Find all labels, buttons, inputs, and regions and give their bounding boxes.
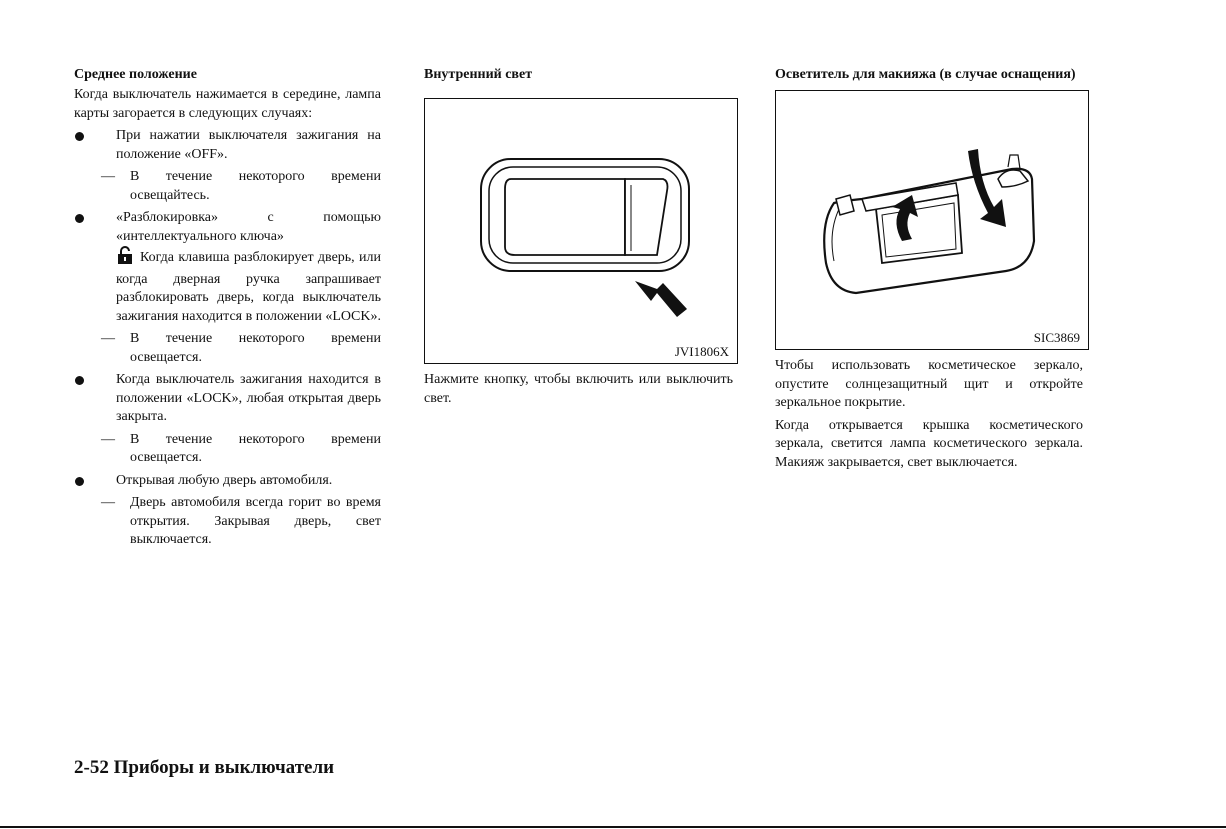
- section-heading-middle-position: Среднее положение: [74, 67, 197, 82]
- dash-item: [74, 168, 381, 205]
- bullet-text: Когда выключатель зажигания находится в положении «LOCK», любая открытая дверь закрыта.: [116, 372, 381, 424]
- figure-caption: Нажмите кнопку, чтобы включить или выключить свет.: [424, 372, 733, 406]
- unlock-icon: [116, 246, 134, 271]
- bullet-item-ignition-off: [74, 127, 381, 164]
- bullet-dot-icon: [75, 477, 84, 486]
- interior-light-illustration: [425, 99, 736, 362]
- column-middle: [424, 66, 733, 412]
- dash-text: В течение некоторого времени освещайтесь.: [130, 169, 381, 203]
- bullet-dot-icon: [75, 132, 84, 141]
- section-heading-vanity-light: Осветитель для макияжа (в случае оснащения): [775, 67, 1076, 82]
- dash-mark: —: [101, 431, 115, 447]
- bullet-text: «Разблокировка» с помощью «интеллектуального ключа»: [116, 210, 381, 244]
- bullet-dot-icon: [75, 376, 84, 385]
- dash-text: В течение некоторого времени освещается.: [130, 431, 381, 465]
- bullet-item-intelligent-key: [74, 209, 381, 326]
- paragraph-mirror-lamp: Когда открывается крышка косметического зеркала, светится лампа косметического зеркала. Макияж закрывается, свет выключается.: [775, 417, 1083, 470]
- dash-text: В течение некоторого времени освещается.: [130, 331, 381, 365]
- bullet-text-continued: Когда клавиша разблокирует дверь, или когда дверная ручка запрашивает разблокировать дверь, когда выключатель зажигания находится в положении «LOCK».: [116, 250, 381, 324]
- dash-item: [74, 431, 381, 468]
- bullet-text: При нажатии выключателя зажигания на положение «OFF».: [116, 128, 381, 162]
- bullet-item-lock-position: [74, 371, 381, 427]
- dash-text: Дверь автомобиля всегда горит во время открытия. Закрывая дверь, свет выключается.: [130, 495, 381, 547]
- dash-mark: —: [101, 495, 115, 510]
- dash-mark: —: [101, 169, 115, 184]
- bullet-text: Открывая любую дверь автомобиля.: [116, 472, 333, 488]
- figure-vanity-mirror: [775, 90, 1089, 350]
- bullet-dot-icon: [75, 214, 84, 223]
- section-heading-interior-light: Внутренний свет: [424, 67, 533, 82]
- bullet-item-open-door: [74, 472, 381, 491]
- dash-item: [74, 494, 381, 550]
- figure-code: JVI1806X: [674, 344, 729, 359]
- page-footer: 2-52 Приборы и выключатели: [74, 757, 335, 778]
- bottom-divider: [0, 826, 1226, 828]
- intro-paragraph: Когда выключатель нажимается в середине, лампа карты загорается в следующих случаях:: [74, 87, 381, 121]
- column-right: [775, 66, 1083, 476]
- figure-interior-light: [424, 98, 738, 364]
- paragraph-use-mirror: Чтобы использовать косметическое зеркало, опустите солнцезащитный щит и откройте зеркальное покрытие.: [775, 358, 1083, 410]
- dash-item: [74, 330, 381, 367]
- dash-mark: —: [101, 331, 115, 346]
- column-left: [74, 66, 381, 554]
- figure-code: SIC3869: [1033, 330, 1080, 345]
- vanity-mirror-illustration: [776, 91, 1087, 348]
